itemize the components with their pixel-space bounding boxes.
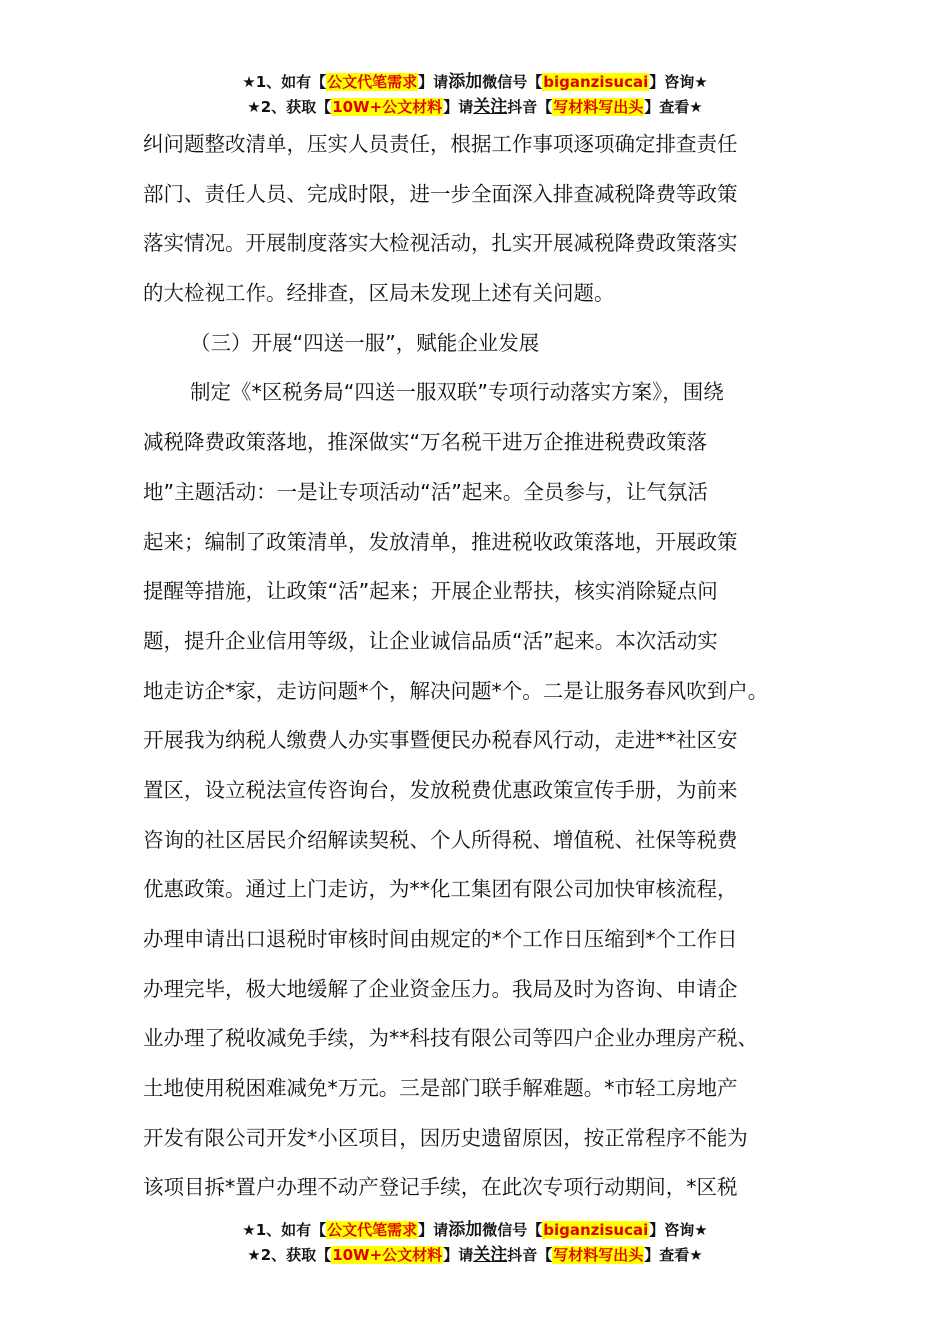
body-line: 咨询的社区居民介绍解读契税、个人所得税、增值税、社保等税费 <box>143 827 738 852</box>
banner-highlight: 10W+公文材料 <box>332 98 443 116</box>
banner-highlight: 10W+公文材料 <box>332 1246 443 1264</box>
banner-highlight: biganzisucai <box>543 73 649 91</box>
body-line: 纠问题整改清单，压实人员责任，根据工作事项逐项确定排查责任 <box>143 132 738 156</box>
banner-text: ★2、获取【 <box>247 98 332 116</box>
banner-emphasis: 关注 <box>473 97 508 117</box>
body-line: 土地使用税困难减免*万元。三是部门联手解难题。*市轻工房地产 <box>143 1076 738 1101</box>
body-line: 优惠政策。通过上门走访，为**化工集团有限公司加快审核流程， <box>143 877 738 902</box>
banner-text: 抖音【 <box>507 98 553 116</box>
body-line: 提醒等措施，让政策“活”起来；开展企业帮扶，核实消除疑点问 <box>143 579 718 604</box>
body-line: 置区，设立税法宣传咨询台，发放税费优惠政策宣传手册，为前来 <box>143 777 738 802</box>
banner-line-1 <box>0 1218 950 1243</box>
banner-text: 】咨询★ <box>649 73 708 91</box>
banner-highlight: 公文代笔需求 <box>327 1221 418 1239</box>
body-line: 起来；编制了政策清单，发放清单，推进税收政策落地，开展政策 <box>143 529 738 554</box>
banner-text: ★1、如有【 <box>242 73 327 91</box>
banner-emphasis: 添加 <box>448 1220 483 1240</box>
body-line: 地走访企*家，走访问题*个，解决问题*个。二是让服务春风吹到户。 <box>143 678 769 703</box>
banner-line-1 <box>0 70 950 95</box>
body-line: 开发有限公司开发*小区项目，因历史遗留原因，按正常程序不能为 <box>143 1125 748 1150</box>
banner-highlight: 写材料写出头 <box>553 1246 644 1264</box>
section-heading: （三）开展“四送一服”，赋能企业发展 <box>190 330 540 355</box>
banner-text: 】查看★ <box>644 1246 703 1264</box>
banner-emphasis: 关注 <box>473 1245 508 1265</box>
body-line: 的大检视工作。经排查，区局未发现上述有关问题。 <box>143 281 615 306</box>
banner-highlight: 写材料写出头 <box>553 98 644 116</box>
banner-text: 微信号【 <box>482 1221 543 1239</box>
banner-text: 】请 <box>418 1221 449 1239</box>
header-banner <box>0 70 950 120</box>
body-line: 制定《*区税务局“四送一服双联”专项行动落实方案》，围绕 <box>190 380 724 405</box>
body-line: 该项目拆*置户办理不动产登记手续，在此次专项行动期间，*区税 <box>143 1175 738 1200</box>
body-line: 开展我为纳税人缴费人办实事暨便民办税春风行动，走进**社区安 <box>143 728 738 753</box>
body-line: 落实情况。开展制度落实大检视活动，扎实开展减税降费政策落实 <box>143 231 738 256</box>
body-line: 业办理了税收减免手续，为**科技有限公司等四户企业办理房产税、 <box>143 1026 758 1051</box>
document-body <box>143 120 823 1213</box>
body-line: 地”主题活动：一是让专项活动“活”起来。全员参与，让气氛活 <box>143 479 708 504</box>
banner-text: 】咨询★ <box>649 1221 708 1239</box>
body-line: 减税降费政策落地，推深做实“万名税干进万企推进税费政策落 <box>143 430 708 455</box>
footer-banner <box>0 1218 950 1268</box>
banner-text: 】请 <box>443 98 474 116</box>
banner-line-2 <box>0 95 950 120</box>
banner-text: 】请 <box>418 73 449 91</box>
body-line: 部门、责任人员、完成时限，进一步全面深入排查减税降费等政策 <box>143 181 738 206</box>
banner-text: ★2、获取【 <box>247 1246 332 1264</box>
banner-line-2 <box>0 1243 950 1268</box>
body-line: 办理完毕，极大地缓解了企业资金压力。我局及时为咨询、申请企 <box>143 976 738 1001</box>
body-line: 办理申请出口退税时审核时间由规定的*个工作日压缩到*个工作日 <box>143 927 738 951</box>
body-line: 题，提升企业信用等级，让企业诚信品质“活”起来。本次活动实 <box>143 628 718 653</box>
banner-highlight: 公文代笔需求 <box>327 73 418 91</box>
banner-text: 】请 <box>443 1246 474 1264</box>
banner-text: 】查看★ <box>644 98 703 116</box>
banner-text: ★1、如有【 <box>242 1221 327 1239</box>
banner-text: 抖音【 <box>507 1246 553 1264</box>
banner-highlight: biganzisucai <box>543 1221 649 1239</box>
banner-text: 微信号【 <box>482 73 543 91</box>
banner-emphasis: 添加 <box>448 72 483 92</box>
